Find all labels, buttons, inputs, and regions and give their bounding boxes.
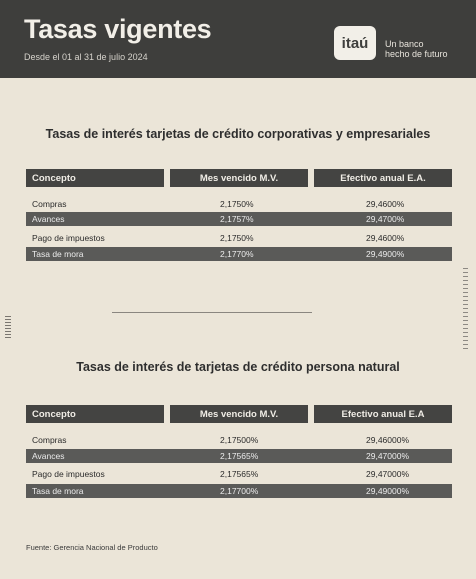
table-row [26, 467, 452, 481]
row-ea: 29,47000% [366, 469, 410, 479]
row-concept: Pago de impuestos [32, 469, 105, 479]
row-concept: Compras [32, 199, 67, 209]
row-mv: 2,1750% [220, 199, 254, 209]
row-ea: 29,4900% [366, 249, 405, 259]
tagline-line-1: Un banco [385, 39, 424, 49]
table-row [26, 247, 452, 261]
table1-header-concepto: Concepto [26, 169, 164, 187]
row-ea: 29,4700% [366, 214, 405, 224]
tagline-line-2: hecho de futuro [385, 49, 448, 59]
row-ea: 29,46000% [366, 435, 410, 445]
row-ea: 29,4600% [366, 199, 405, 209]
table2-header-concepto: Concepto [26, 405, 164, 423]
table-row [26, 484, 452, 498]
validity-dates: Desde el 01 al 31 de julio 2024 [24, 52, 148, 62]
row-mv: 2,1750% [220, 233, 254, 243]
row-mv: 2,17565% [220, 469, 259, 479]
table2-header-mv: Mes vencido M.V. [170, 405, 308, 423]
itau-logo [334, 26, 376, 60]
print-mark-right [463, 268, 468, 352]
page-title: Tasas vigentes [24, 14, 212, 44]
source-footnote: Fuente: Gerencia Nacional de Producto [26, 543, 158, 552]
row-concept: Pago de impuestos [32, 233, 105, 243]
table-row [26, 212, 452, 226]
print-mark-left [5, 316, 11, 340]
table1-title: Tasas de interés tarjetas de crédito corporativas y empresariales [45, 127, 431, 141]
header-banner [0, 0, 476, 78]
row-ea: 29,4600% [366, 233, 405, 243]
row-mv: 2,17565% [220, 451, 259, 461]
row-concept: Avances [32, 451, 65, 461]
table1-header-mv: Mes vencido M.V. [170, 169, 308, 187]
row-concept: Compras [32, 435, 67, 445]
row-mv: 2,1757% [220, 214, 254, 224]
table-row [26, 433, 452, 447]
row-concept: Tasa de mora [32, 486, 84, 496]
row-mv: 2,17700% [220, 486, 259, 496]
table-row [26, 231, 452, 245]
table2-header-ea: Efectivo anual E.A [314, 405, 452, 423]
row-ea: 29,47000% [366, 451, 410, 461]
logo-text: itaú [341, 34, 369, 52]
table-row [26, 197, 452, 211]
section-divider [112, 312, 312, 313]
row-mv: 2,1770% [220, 249, 254, 259]
row-concept: Avances [32, 214, 65, 224]
row-concept: Tasa de mora [32, 249, 84, 259]
logo-tagline [385, 39, 465, 59]
row-ea: 29,49000% [366, 486, 410, 496]
table1-header-ea: Efectivo anual E.A. [314, 169, 452, 187]
table2-title: Tasas de interés de tarjetas de crédito persona natural [76, 360, 400, 374]
table-row [26, 449, 452, 463]
row-mv: 2,17500% [220, 435, 259, 445]
